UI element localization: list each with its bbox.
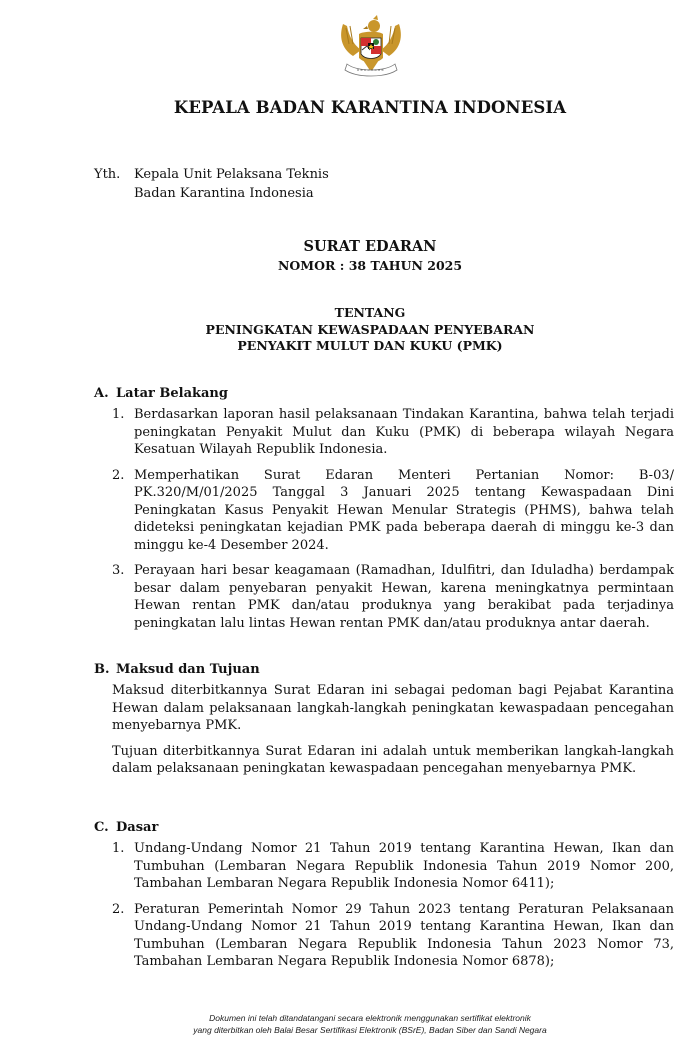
list-item: 1. Berdasarkan laporan hasil pelaksanaan Tindakan Karantina, bahwa telah terjadi peningkatan Penyakit Mulut dan Kuku (PMK) di beberapa wilayah Negara Kesatuan Wilayah Republik Indonesia. (112, 407, 674, 457)
section-latar-belakang (94, 386, 674, 640)
document-type: SURAT EDARAN (303, 238, 437, 255)
institution-heading: KEPALA BADAN KARANTINA INDONESIA (173, 98, 567, 117)
e-signature-footer (0, 1012, 692, 1036)
list-item: 2. Peraturan Pemerintah Nomor 29 Tahun 2023 tentang Peraturan Pelaksanaan Undang-Undang Nomor 21 Tahun 2019 tentang Karantina Hewan, Ikan dan Tumbuhan (Lembaran Negara Republik Indonesia Tahun 2023 Nomor 73, Tambahan Lembaran Negara Republik Indonesia Nomor 6878); (112, 901, 674, 969)
subject-line: PENYAKIT MULUT DAN KUKU (PMK) (237, 338, 503, 353)
garuda-emblem-icon (337, 14, 405, 84)
footer-line: Dokumen ini telah ditandatangani secara elektronik menggunakan sertifikat elektronik (209, 1013, 531, 1023)
recipient-label: Yth. (94, 167, 121, 182)
recipient-line: Kepala Unit Pelaksana Teknis (134, 167, 329, 182)
list-item: 1. Undang-Undang Nomor 21 Tahun 2019 tentang Karantina Hewan, Ikan dan Tumbuhan (Lembaran Negara Republik Indonesia Tahun 2019 Nomor 200, Tambahan Lembaran Negara Republik Indonesia Nomor 6411); (112, 841, 674, 891)
document-subject (0, 305, 692, 355)
list-item: 3. Perayaan hari besar keagamaan (Ramadhan, Idulfitri, dan Iduladha) berdampak besar dalam penyebaran penyakit Hewan, karena meningkatnya permintaan Hewan rentan PMK dan/atau produknya yang berakibat pada terjadinya peningkatan lalu lintas Hewan rentan PMK dan/atau produknya antar daerah. (112, 563, 674, 631)
subject-line: PENINGKATAN KEWASPADAAN PENYEBARAN (205, 321, 535, 337)
paragraph: Tujuan diterbitkannya Surat Edaran ini adalah untuk memberikan langkah-langkah dalam pelaksanaan peningkatan kewaspadaan pencegahan menyebarnya PMK. (112, 743, 674, 776)
paragraph: Maksud diterbitkannya Surat Edaran ini sebagai pedoman bagi Pejabat Karantina Hewan dalam pelaksanaan langkah-langkah peningkatan kewaspadaan pencegahan menyebarnya PMK. (112, 683, 674, 733)
about-label: TENTANG (334, 305, 406, 320)
section-maksud-tujuan (94, 662, 674, 786)
footer-line: yang diterbitkan oleh Balai Besar Sertifikasi Elektronik (BSrE), Badan Siber dan Sandi Negara (193, 1025, 547, 1035)
document-number: NOMOR : 38 TAHUN 2025 (277, 258, 463, 273)
recipient-line: Badan Karantina Indonesia (134, 186, 314, 201)
list-item: 2. Memperhatikan Surat Edaran Menteri Pertanian Nomor: B-03/ PK.320/M/01/2025 Tanggal 3 Januari 2025 tentang Kewaspadaan Dini Peningkatan Kasus Penyakit Hewan Menular Strategis (PHMS), bahwa telah dideteksi peningkatan kejadian PMK pada beberapa daerah di minggu ke-3 dan minggu ke-4 Desember 2024. (112, 467, 674, 553)
section-heading: C. Dasar (94, 820, 159, 835)
section-dasar (94, 820, 674, 979)
section-heading: B. Maksud dan Tujuan (94, 662, 260, 677)
section-heading: A. Latar Belakang (94, 386, 228, 401)
